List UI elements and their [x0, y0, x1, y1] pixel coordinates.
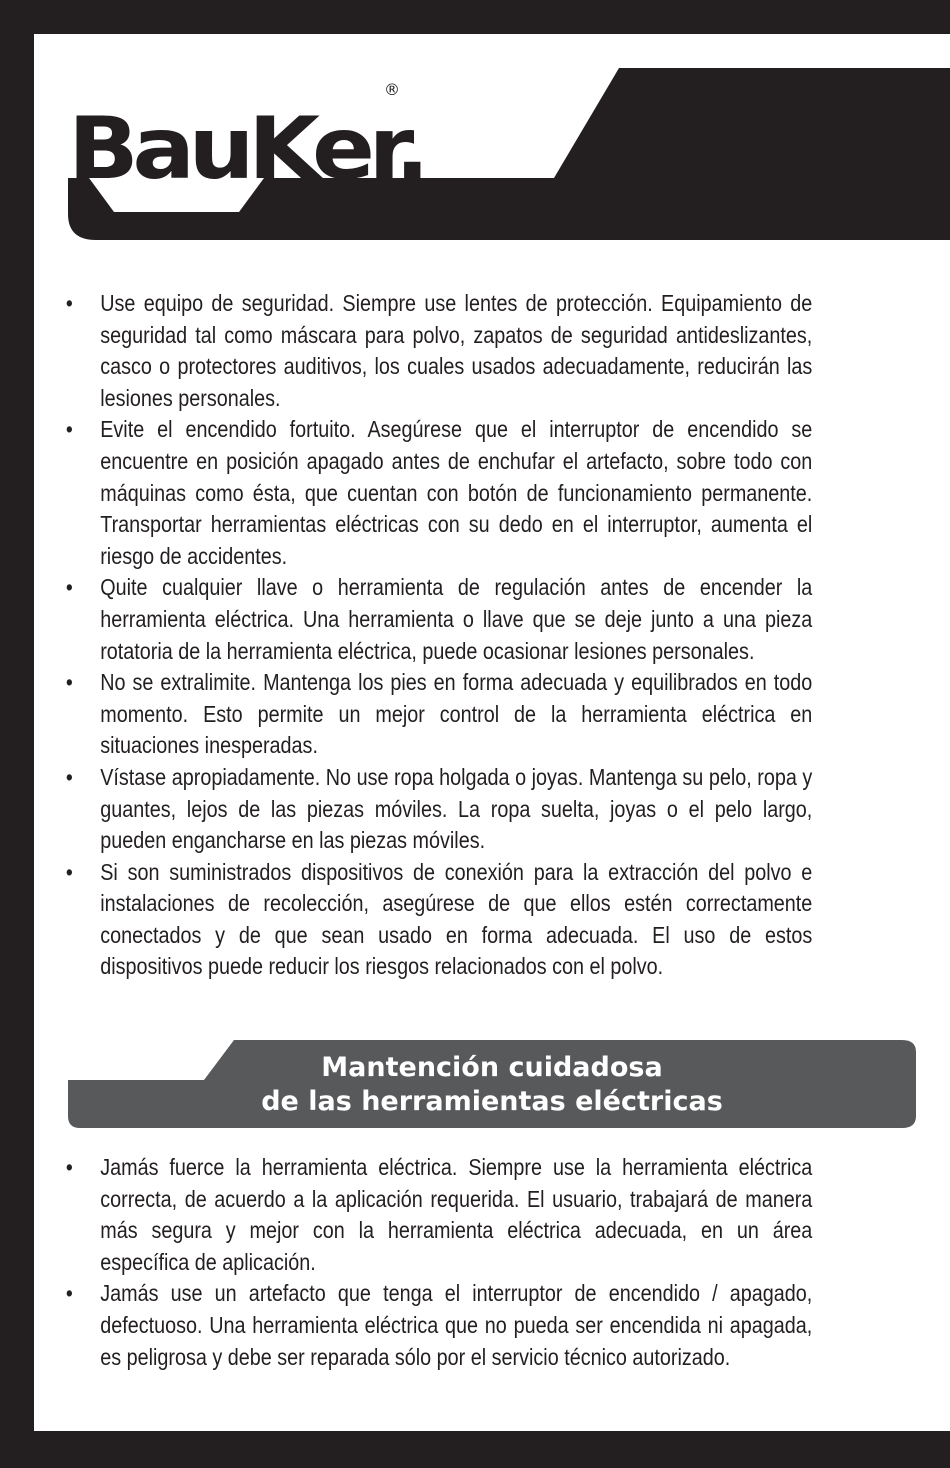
section-title: [68, 1051, 916, 1119]
list-item: [34, 857, 842, 983]
bullet-icon: •: [65, 1280, 73, 1307]
list-item: [34, 1278, 842, 1373]
bullet-icon: •: [65, 416, 73, 443]
list-item: [34, 288, 842, 414]
list-item-text: Quite cualquier llave o herramienta de regulación antes de encender la herramienta eléctrica. Una herramienta o llave que se deje junto a una pieza rotatoria de la herramienta eléctrica, puede ocasionar lesiones personales.: [100, 574, 813, 664]
header-band-upper: [554, 68, 950, 178]
bullet-icon: •: [65, 669, 73, 696]
bullet-icon: •: [65, 763, 73, 790]
list-item-text: Vístase apropiadamente. No use ropa holgada o joyas. Mantenga su pelo, ropa y guantes, lejos de las piezas móviles. La ropa suelta, joyas o el pelo largo, pueden engancharse en las piezas móviles.: [100, 763, 813, 854]
bullet-icon: •: [65, 858, 73, 885]
section-title-line-1: Mantención cuidadosa: [321, 1052, 663, 1083]
safety-list: [34, 288, 950, 983]
list-item-text: Evite el encendido fortuito. Asegúrese que el interruptor de encendido se encuentre en posición apagado antes de enchufar el artefacto, sobre todo con máquinas como ésta, que cuentan con botón de funcionamiento permanente. Transportar herramientas eléctricas con su dedo en el interruptor, aumenta el riesgo de accidentes.: [100, 416, 813, 569]
list-item: [34, 762, 842, 857]
list-item-text: Use equipo de seguridad. Siempre use lentes de protección. Equipamiento de seguridad tal como máscara para polvo, zapatos de seguridad antideslizantes, casco o protectores auditivos, los cuales usados adecuadamente, reducirán las lesiones personales.: [100, 290, 813, 411]
bullet-icon: •: [65, 1154, 73, 1180]
bullet-icon: •: [65, 574, 73, 601]
section-title-line-2: de las herramientas eléctricas: [261, 1086, 723, 1117]
document-page: [34, 34, 950, 1431]
list-item-text: Jamás use un artefacto que tenga el interruptor de encendido / apagado, defectuoso. Una herramienta eléctrica que no pueda ser encendida ni apagada, es peligrosa y debe ser reparada sólo por el servicio técnico autorizado.: [100, 1280, 813, 1370]
list-item-text: Si son suministrados dispositivos de conexión para la extracción del polvo e instalaciones de recolección, asegúrese de que ellos estén correctamente conectados y de que sean usado en forma adecuada. El uso de estos dispositivos puede reducir los riesgos relacionados con el polvo.: [100, 858, 813, 980]
list-item-text: Jamás fuerce la herramienta eléctrica. Siempre use la herramienta eléctrica correcta, de acuerdo a la aplicación requerida. El usuario, trabajará de manera más segura y mejor con la herramienta eléctrica adecuada, en un área específica de aplicación.: [100, 1154, 813, 1275]
list-item: [34, 572, 842, 667]
maintenance-list: [34, 1152, 950, 1373]
bullet-icon: •: [65, 290, 73, 316]
list-item: [34, 414, 842, 572]
brand-logo: BauKer.: [68, 99, 424, 199]
list-item-text: No se extralimite. Mantenga los pies en forma adecuada y equilibrados en todo momento. Esto permite un mejor control de la herramienta eléctrica en situaciones inesperadas.: [100, 669, 813, 759]
registered-mark: ®: [384, 80, 400, 99]
list-item: [34, 1152, 842, 1278]
list-item: [34, 667, 842, 762]
